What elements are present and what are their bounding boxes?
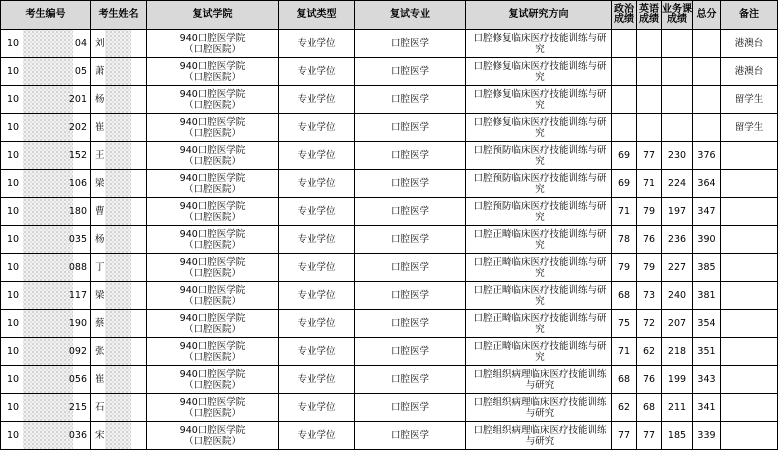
total-score: 354: [693, 310, 721, 338]
redaction-mask: [23, 310, 73, 337]
remark-cell: [721, 422, 778, 450]
redaction-mask: [105, 394, 131, 421]
candidate-name-prefix: 梁: [95, 178, 105, 189]
candidate-id-prefix: 10: [7, 66, 20, 77]
school-cell: [147, 30, 279, 58]
candidate-id-suffix: 036: [68, 430, 87, 441]
type-cell: 专业学位: [279, 226, 355, 254]
major-cell: 口腔医学: [355, 86, 466, 114]
candidate-id-prefix: 10: [7, 94, 20, 105]
business-score: 230: [662, 142, 693, 170]
candidate-id-cell: [1, 86, 91, 114]
school-subname: （口腔医院）: [183, 99, 241, 111]
header-major: 复试专业: [355, 1, 466, 30]
school-subname: （口腔医院）: [183, 71, 241, 83]
politics-score: 71: [612, 198, 637, 226]
redaction-mask: [105, 198, 131, 225]
direction-cell: 口腔组织病理临床医疗技能训练与研究: [466, 422, 612, 450]
politics-score: 79: [612, 254, 637, 282]
type-cell: 专业学位: [279, 394, 355, 422]
school-cell: [147, 422, 279, 450]
candidate-id-cell: [1, 338, 91, 366]
table-row: [1, 30, 778, 58]
school-name: 940口腔医学院: [179, 144, 246, 156]
header-direction: 复试研究方向: [466, 1, 612, 30]
candidate-id-suffix: 202: [68, 122, 87, 133]
school-cell: [147, 366, 279, 394]
redaction-mask: [23, 282, 73, 309]
redaction-mask: [105, 58, 131, 85]
type-cell: 专业学位: [279, 198, 355, 226]
major-cell: 口腔医学: [355, 226, 466, 254]
candidate-name-cell: [91, 394, 147, 422]
candidate-id-suffix: 088: [68, 262, 87, 273]
candidate-name-prefix: 崔: [95, 374, 105, 385]
candidate-name-cell: [91, 30, 147, 58]
english-score: 71: [637, 170, 662, 198]
direction-cell: 口腔正畸临床医疗技能训练与研究: [466, 310, 612, 338]
remark-cell: [721, 282, 778, 310]
candidate-id-suffix: 056: [68, 374, 87, 385]
total-score: 343: [693, 366, 721, 394]
total-score: 376: [693, 142, 721, 170]
school-cell: [147, 282, 279, 310]
redaction-mask: [23, 30, 73, 57]
candidate-id-cell: [1, 282, 91, 310]
school-cell: [147, 198, 279, 226]
table-row: [1, 170, 778, 198]
header-school: 复试学院: [147, 1, 279, 30]
candidate-id-prefix: 10: [7, 122, 20, 133]
total-score: [693, 86, 721, 114]
type-cell: 专业学位: [279, 422, 355, 450]
business-score: 211: [662, 394, 693, 422]
school-cell: [147, 310, 279, 338]
table-row: [1, 338, 778, 366]
candidate-id-suffix: 215: [68, 402, 87, 413]
redaction-mask: [105, 170, 131, 197]
table-row: [1, 394, 778, 422]
type-cell: 专业学位: [279, 310, 355, 338]
school-subname: （口腔医院）: [183, 435, 241, 447]
candidate-name-prefix: 曹: [95, 206, 105, 217]
school-subname: （口腔医院）: [183, 43, 241, 55]
redaction-mask: [105, 142, 131, 169]
school-cell: [147, 338, 279, 366]
remark-cell: [721, 254, 778, 282]
english-score: 62: [637, 338, 662, 366]
redaction-mask: [105, 226, 131, 253]
candidate-name-prefix: 杨: [95, 234, 105, 245]
school-name: 940口腔医学院: [179, 228, 246, 240]
remark-cell: [721, 170, 778, 198]
english-score: 76: [637, 226, 662, 254]
remark-cell: [721, 226, 778, 254]
total-score: 351: [693, 338, 721, 366]
school-name: 940口腔医学院: [179, 32, 246, 44]
table-row: [1, 142, 778, 170]
type-cell: 专业学位: [279, 142, 355, 170]
table-row: [1, 422, 778, 450]
business-score: 236: [662, 226, 693, 254]
business-score: [662, 30, 693, 58]
candidate-id-suffix: 117: [68, 290, 87, 301]
redaction-mask: [23, 394, 73, 421]
candidate-id-prefix: 10: [7, 234, 20, 245]
total-score: [693, 114, 721, 142]
politics-score: 78: [612, 226, 637, 254]
english-score: [637, 86, 662, 114]
school-subname: （口腔医院）: [183, 323, 241, 335]
redaction-mask: [23, 254, 73, 281]
total-score: 390: [693, 226, 721, 254]
candidate-name-cell: [91, 170, 147, 198]
candidate-id-suffix: 035: [68, 234, 87, 245]
major-cell: 口腔医学: [355, 170, 466, 198]
school-subname: （口腔医院）: [183, 183, 241, 195]
remark-cell: [721, 366, 778, 394]
candidate-id-prefix: 10: [7, 262, 20, 273]
business-score: 224: [662, 170, 693, 198]
redaction-mask: [23, 198, 73, 225]
header-row: [1, 1, 778, 30]
candidate-id-prefix: 10: [7, 150, 20, 161]
direction-cell: 口腔预防临床医疗技能训练与研究: [466, 142, 612, 170]
school-cell: [147, 394, 279, 422]
redaction-mask: [105, 422, 131, 449]
politics-score: [612, 30, 637, 58]
candidate-name-cell: [91, 86, 147, 114]
redaction-mask: [23, 86, 73, 113]
redaction-mask: [105, 254, 131, 281]
major-cell: 口腔医学: [355, 394, 466, 422]
candidate-id-suffix: 180: [68, 206, 87, 217]
type-cell: 专业学位: [279, 58, 355, 86]
candidate-name-cell: [91, 338, 147, 366]
redaction-mask: [105, 366, 131, 393]
school-name: 940口腔医学院: [179, 200, 246, 212]
redaction-mask: [23, 338, 73, 365]
candidate-id-cell: [1, 226, 91, 254]
english-score: [637, 58, 662, 86]
redaction-mask: [105, 282, 131, 309]
table-row: [1, 282, 778, 310]
redaction-mask: [105, 86, 131, 113]
major-cell: 口腔医学: [355, 254, 466, 282]
header-remark: 备注: [721, 1, 778, 30]
candidate-id-suffix: 04: [74, 38, 87, 49]
candidate-name-prefix: 萧: [95, 66, 105, 77]
school-subname: （口腔医院）: [183, 127, 241, 139]
candidate-id-cell: [1, 366, 91, 394]
direction-cell: 口腔修复临床医疗技能训练与研究: [466, 58, 612, 86]
type-cell: 专业学位: [279, 366, 355, 394]
candidate-id-cell: [1, 310, 91, 338]
candidate-name-cell: [91, 366, 147, 394]
school-name: 940口腔医学院: [179, 116, 246, 128]
business-score: [662, 86, 693, 114]
total-score: 341: [693, 394, 721, 422]
direction-cell: 口腔正畸临床医疗技能训练与研究: [466, 254, 612, 282]
politics-score: 68: [612, 366, 637, 394]
school-subname: （口腔医院）: [183, 239, 241, 251]
school-name: 940口腔医学院: [179, 60, 246, 72]
direction-cell: 口腔正畸临床医疗技能训练与研究: [466, 226, 612, 254]
candidate-id-suffix: 106: [68, 178, 87, 189]
english-score: 77: [637, 422, 662, 450]
redaction-mask: [105, 30, 131, 57]
school-subname: （口腔医院）: [183, 351, 241, 363]
remark-cell: [721, 310, 778, 338]
school-cell: [147, 58, 279, 86]
candidate-id-prefix: 10: [7, 430, 20, 441]
redaction-mask: [105, 338, 131, 365]
business-score: 207: [662, 310, 693, 338]
major-cell: 口腔医学: [355, 366, 466, 394]
type-cell: 专业学位: [279, 254, 355, 282]
english-score: 73: [637, 282, 662, 310]
school-name: 940口腔医学院: [179, 312, 246, 324]
business-score: 199: [662, 366, 693, 394]
english-score: [637, 30, 662, 58]
english-score: 76: [637, 366, 662, 394]
candidate-name-cell: [91, 254, 147, 282]
politics-score: [612, 58, 637, 86]
candidate-id-prefix: 10: [7, 178, 20, 189]
candidate-name-cell: [91, 282, 147, 310]
candidate-name-prefix: 刘: [95, 38, 105, 49]
direction-cell: 口腔修复临床医疗技能训练与研究: [466, 30, 612, 58]
remark-cell: [721, 338, 778, 366]
header-politics: 政治成绩: [612, 1, 637, 30]
candidate-id-cell: [1, 170, 91, 198]
candidate-id-cell: [1, 254, 91, 282]
candidate-id-prefix: 10: [7, 318, 20, 329]
school-name: 940口腔医学院: [179, 424, 246, 436]
table-row: [1, 114, 778, 142]
redaction-mask: [105, 310, 131, 337]
remark-cell: [721, 394, 778, 422]
candidate-id-prefix: 10: [7, 346, 20, 357]
candidate-id-cell: [1, 30, 91, 58]
school-name: 940口腔医学院: [179, 340, 246, 352]
business-score: 218: [662, 338, 693, 366]
candidate-id-suffix: 092: [68, 346, 87, 357]
total-score: 381: [693, 282, 721, 310]
school-subname: （口腔医院）: [183, 155, 241, 167]
school-cell: [147, 226, 279, 254]
candidate-id-suffix: 152: [68, 150, 87, 161]
remark-cell: 港澳台: [721, 30, 778, 58]
redaction-mask: [105, 114, 131, 141]
major-cell: 口腔医学: [355, 422, 466, 450]
politics-score: 69: [612, 142, 637, 170]
candidate-name-prefix: 蔡: [95, 318, 105, 329]
candidate-id-prefix: 10: [7, 290, 20, 301]
direction-cell: 口腔修复临床医疗技能训练与研究: [466, 86, 612, 114]
type-cell: 专业学位: [279, 338, 355, 366]
candidate-id-cell: [1, 114, 91, 142]
table-row: [1, 86, 778, 114]
politics-score: [612, 86, 637, 114]
candidate-name-cell: [91, 226, 147, 254]
total-score: 385: [693, 254, 721, 282]
english-score: 79: [637, 198, 662, 226]
candidate-id-cell: [1, 58, 91, 86]
candidate-id-prefix: 10: [7, 38, 20, 49]
type-cell: 专业学位: [279, 114, 355, 142]
direction-cell: 口腔组织病理临床医疗技能训练与研究: [466, 366, 612, 394]
politics-score: 71: [612, 338, 637, 366]
school-name: 940口腔医学院: [179, 88, 246, 100]
candidate-name-prefix: 梁: [95, 290, 105, 301]
major-cell: 口腔医学: [355, 114, 466, 142]
header-name: 考生姓名: [91, 1, 147, 30]
candidate-name-cell: [91, 310, 147, 338]
candidate-id-cell: [1, 142, 91, 170]
school-name: 940口腔医学院: [179, 172, 246, 184]
redaction-mask: [23, 366, 73, 393]
redaction-mask: [23, 58, 73, 85]
total-score: 339: [693, 422, 721, 450]
school-cell: [147, 142, 279, 170]
table-row: [1, 58, 778, 86]
candidate-id-prefix: 10: [7, 402, 20, 413]
table-row: [1, 310, 778, 338]
business-score: [662, 58, 693, 86]
remark-cell: 留学生: [721, 86, 778, 114]
english-score: 79: [637, 254, 662, 282]
business-score: 227: [662, 254, 693, 282]
politics-score: 75: [612, 310, 637, 338]
candidate-name-cell: [91, 198, 147, 226]
candidate-name-cell: [91, 422, 147, 450]
remark-cell: 留学生: [721, 114, 778, 142]
direction-cell: 口腔修复临床医疗技能训练与研究: [466, 114, 612, 142]
school-name: 940口腔医学院: [179, 368, 246, 380]
total-score: [693, 30, 721, 58]
school-name: 940口腔医学院: [179, 256, 246, 268]
type-cell: 专业学位: [279, 30, 355, 58]
politics-score: 77: [612, 422, 637, 450]
school-subname: （口腔医院）: [183, 267, 241, 279]
school-subname: （口腔医院）: [183, 211, 241, 223]
school-subname: （口腔医院）: [183, 407, 241, 419]
business-score: 197: [662, 198, 693, 226]
candidate-id-cell: [1, 422, 91, 450]
english-score: [637, 114, 662, 142]
direction-cell: 口腔预防临床医疗技能训练与研究: [466, 198, 612, 226]
school-subname: （口腔医院）: [183, 295, 241, 307]
header-english: 英语成绩: [637, 1, 662, 30]
table-row: [1, 366, 778, 394]
redaction-mask: [23, 422, 73, 449]
redaction-mask: [23, 170, 73, 197]
major-cell: 口腔医学: [355, 310, 466, 338]
english-score: 77: [637, 142, 662, 170]
school-subname: （口腔医院）: [183, 379, 241, 391]
candidate-id-cell: [1, 198, 91, 226]
candidate-name-prefix: 崔: [95, 122, 105, 133]
candidate-id-suffix: 201: [68, 94, 87, 105]
school-name: 940口腔医学院: [179, 396, 246, 408]
candidate-id-suffix: 05: [74, 66, 87, 77]
school-cell: [147, 170, 279, 198]
major-cell: 口腔医学: [355, 282, 466, 310]
school-cell: [147, 86, 279, 114]
candidate-name-prefix: 杨: [95, 94, 105, 105]
candidate-name-prefix: 王: [95, 150, 105, 161]
total-score: 347: [693, 198, 721, 226]
major-cell: 口腔医学: [355, 338, 466, 366]
table-row: [1, 198, 778, 226]
type-cell: 专业学位: [279, 86, 355, 114]
candidate-name-prefix: 石: [95, 402, 105, 413]
redaction-mask: [23, 142, 73, 169]
direction-cell: 口腔正畸临床医疗技能训练与研究: [466, 338, 612, 366]
politics-score: 68: [612, 282, 637, 310]
politics-score: 69: [612, 170, 637, 198]
candidate-name-prefix: 丁: [95, 262, 105, 273]
candidate-id-prefix: 10: [7, 206, 20, 217]
remark-cell: [721, 142, 778, 170]
major-cell: 口腔医学: [355, 142, 466, 170]
type-cell: 专业学位: [279, 170, 355, 198]
direction-cell: 口腔正畸临床医疗技能训练与研究: [466, 282, 612, 310]
candidate-id-prefix: 10: [7, 374, 20, 385]
direction-cell: 口腔预防临床医疗技能训练与研究: [466, 170, 612, 198]
remark-cell: 港澳台: [721, 58, 778, 86]
major-cell: 口腔医学: [355, 198, 466, 226]
candidate-name-prefix: 张: [95, 346, 105, 357]
school-cell: [147, 254, 279, 282]
header-business: 业务课成绩: [662, 1, 693, 30]
candidate-name-cell: [91, 142, 147, 170]
school-cell: [147, 114, 279, 142]
table-row: [1, 226, 778, 254]
candidate-id-suffix: 190: [68, 318, 87, 329]
politics-score: 62: [612, 394, 637, 422]
school-name: 940口腔医学院: [179, 284, 246, 296]
major-cell: 口腔医学: [355, 30, 466, 58]
header-type: 复试类型: [279, 1, 355, 30]
business-score: [662, 114, 693, 142]
candidate-name-cell: [91, 114, 147, 142]
header-total: 总分: [693, 1, 721, 30]
redaction-mask: [23, 226, 73, 253]
total-score: 364: [693, 170, 721, 198]
type-cell: 专业学位: [279, 282, 355, 310]
business-score: 185: [662, 422, 693, 450]
candidate-name-prefix: 宋: [95, 430, 105, 441]
remark-cell: [721, 198, 778, 226]
business-score: 240: [662, 282, 693, 310]
major-cell: 口腔医学: [355, 58, 466, 86]
direction-cell: 口腔组织病理临床医疗技能训练与研究: [466, 394, 612, 422]
redaction-mask: [23, 114, 73, 141]
table-row: [1, 254, 778, 282]
candidate-id-cell: [1, 394, 91, 422]
total-score: [693, 58, 721, 86]
candidate-name-cell: [91, 58, 147, 86]
english-score: 72: [637, 310, 662, 338]
header-id: 考生编号: [1, 1, 91, 30]
english-score: 68: [637, 394, 662, 422]
politics-score: [612, 114, 637, 142]
